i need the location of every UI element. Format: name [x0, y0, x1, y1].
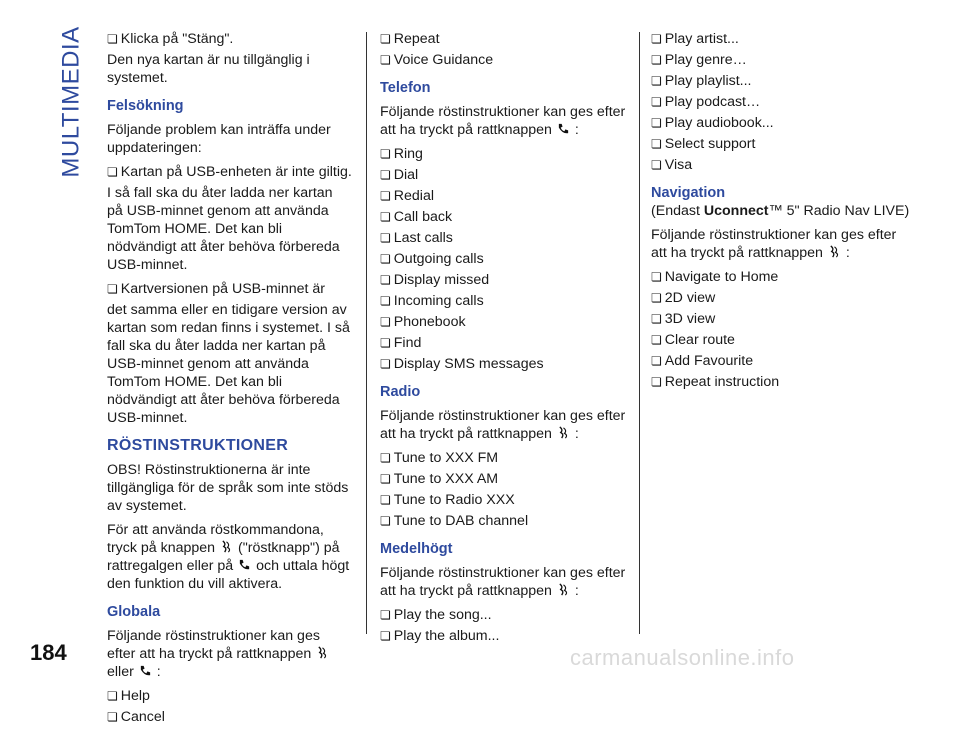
paragraph: I så fall ska du åter ladda ner kartan på USB-minnet genom att använda TomTom HOME. Det kan bli nödvändigt att åter behöva förbereda USB-minnet. — [107, 185, 340, 273]
voice-icon — [557, 426, 570, 439]
column-3 — [651, 30, 911, 394]
list-item: ❏ Tune to XXX AM — [380, 470, 630, 488]
list-item: ❏ Call back — [380, 208, 630, 226]
list-item: ❏ Display SMS messages — [380, 355, 630, 373]
list-item: ❏ Incoming calls — [380, 292, 630, 310]
list-item: ❏ Play genre… — [651, 51, 911, 69]
list-item: ❏ Repeat — [380, 30, 630, 48]
list-item: ❏ Last calls — [380, 229, 630, 247]
paragraph-media: Följande röstinstruktioner kan ges efter att ha tryckt på rattknappen : — [380, 565, 626, 599]
paragraph-phone: Följande röstinstruktioner kan ges efter att ha tryckt på rattknappen : — [380, 104, 626, 138]
list-item: ❏ Select support — [651, 135, 911, 153]
paragraph: OBS! Röstinstruktionerna är inte tillgängliga för de språk som inte stöds av systemet. — [107, 462, 349, 514]
list-item: ❏ Outgoing calls — [380, 250, 630, 268]
list-item: ❏ Kartan på USB-enheten är inte giltig. — [107, 163, 352, 181]
watermark: carmanualsonline.info — [570, 645, 795, 670]
navigation-subtitle: (Endast Uconnect™ 5" Radio Nav LIVE) — [651, 203, 910, 219]
heading-troubleshoot: Felsökning — [107, 98, 184, 114]
column-2 — [380, 30, 630, 648]
list-item: ❏ Play podcast… — [651, 93, 911, 111]
list-item: ❏ Display missed — [380, 271, 630, 289]
list-item: ❏ Cancel — [107, 708, 352, 726]
list-item: ❏ Dial — [380, 166, 630, 184]
list-item: ❏ Add Favourite — [651, 352, 911, 370]
list-item: ❏ Visa — [651, 156, 911, 174]
list-item: ❏ Voice Guidance — [380, 51, 630, 69]
side-tab — [54, 26, 90, 178]
list-item: ❏ Help — [107, 687, 352, 705]
list-item: ❏ Clear route — [651, 331, 911, 349]
list-item: ❏ Tune to DAB channel — [380, 512, 630, 530]
list-item: ❏ Play the album... — [380, 627, 630, 645]
list-item: ❏ Ring — [380, 145, 630, 163]
voice-icon — [828, 245, 841, 258]
heading-navigation: Navigation — [651, 185, 726, 201]
side-tab-label: MULTIMEDIA — [58, 26, 86, 178]
voice-icon — [220, 540, 233, 553]
list-item: ❏ Play artist... — [651, 30, 911, 48]
paragraph-radio: Följande röstinstruktioner kan ges efter att ha tryckt på rattknappen : — [380, 408, 626, 442]
column-divider-1 — [366, 32, 367, 634]
phone-icon — [238, 558, 251, 571]
list-item: ❏ Repeat instruction — [651, 373, 911, 391]
list-item: ❏ Klicka på "Stäng". — [107, 30, 352, 48]
list-item: ❏ Find — [380, 334, 630, 352]
heading-voice-instructions: RÖSTINSTRUKTIONER — [107, 437, 289, 454]
list-item: ❏ Navigate to Home — [651, 268, 911, 286]
list-item: ❏ 3D view — [651, 310, 911, 328]
list-item: ❏ Play audiobook... — [651, 114, 911, 132]
paragraph: Följande problem kan inträffa under uppdateringen: — [107, 122, 331, 156]
column-1 — [107, 30, 352, 729]
list-item: ❏ Tune to Radio XXX — [380, 491, 630, 509]
page-number: 184 — [30, 640, 67, 665]
list-item: ❏ Tune to XXX FM — [380, 449, 630, 467]
list-item: ❏ 2D view — [651, 289, 911, 307]
list-item: ❏ Play the song... — [380, 606, 630, 624]
paragraph-global: Följande röstinstruktioner kan ges efter att ha tryckt på rattknappen eller : — [107, 627, 352, 681]
heading-media: Medelhögt — [380, 541, 453, 557]
voice-icon — [316, 646, 329, 659]
phone-icon — [139, 664, 152, 677]
heading-global: Globala — [107, 604, 161, 620]
heading-radio: Radio — [380, 384, 421, 400]
list-item: ❏ Phonebook — [380, 313, 630, 331]
list-item: ❏ Kartversionen på USB-minnet är — [107, 280, 352, 298]
phone-icon — [557, 122, 570, 135]
heading-phone: Telefon — [380, 80, 431, 96]
column-divider-2 — [639, 32, 640, 634]
paragraph: det samma eller en tidigare version av kartan som redan finns i systemet. I så fall ska du åter ladda ner kartan på USB-minnet genom att använda TomTom HOME. Det kan bli nödvändigt att åter behöva förbereda USB-minnet. — [107, 302, 350, 426]
list-item: ❏ Play playlist... — [651, 72, 911, 90]
paragraph-navigation: Följande röstinstruktioner kan ges efter att ha tryckt på rattknappen : — [651, 227, 897, 261]
list-item: ❏ Redial — [380, 187, 630, 205]
paragraph-voice-usage: För att använda röstkommandona, tryck på knappen ("röstknapp") på rattregalgen eller på och uttala högt den funktion du vill aktivera. — [107, 522, 350, 592]
paragraph: Den nya kartan är nu tillgänglig i systemet. — [107, 52, 310, 86]
voice-icon — [557, 583, 570, 596]
